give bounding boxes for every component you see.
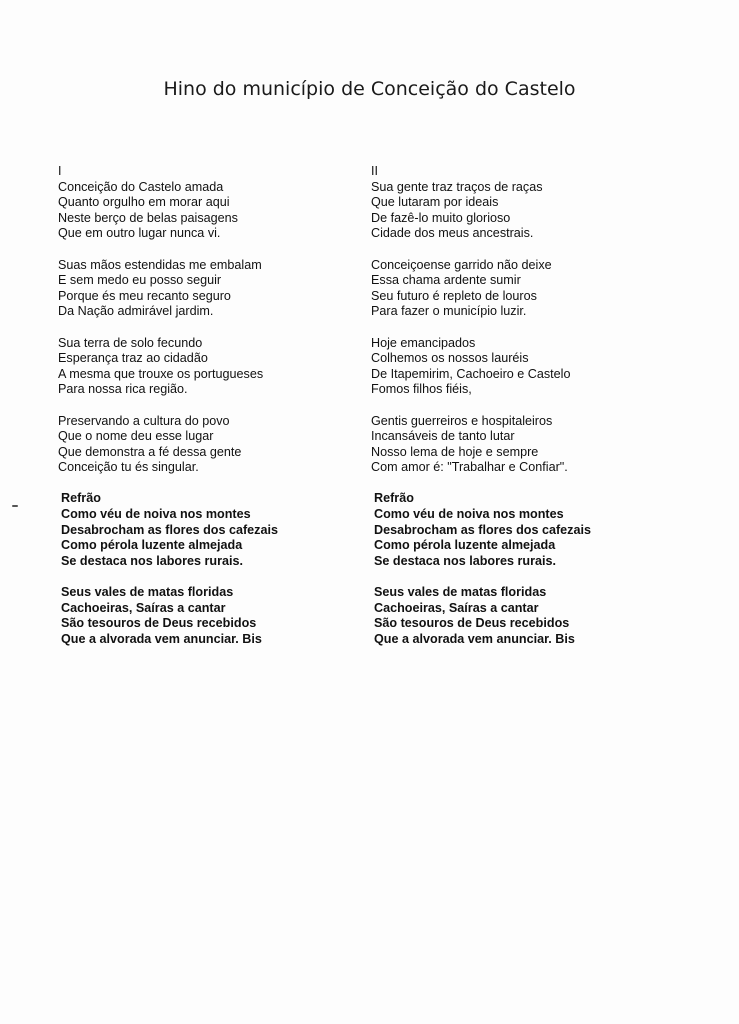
verse-line: Seu futuro é repleto de louros [371, 288, 537, 303]
refrain-verses [61, 507, 378, 647]
verse-line: Conceição do Castelo amada [58, 179, 224, 194]
verse-line: São tesouros de Deus recebidos [61, 616, 257, 631]
verse-line: Conceiçoense garrido não deixe [371, 257, 552, 272]
stanza [374, 507, 691, 569]
stanza [61, 507, 378, 569]
verse-line: Que o nome deu esse lugar [58, 429, 214, 444]
verse-line: Seus vales de matas floridas [61, 585, 234, 600]
right-column [371, 164, 691, 663]
stanza [371, 180, 691, 242]
verse-line: Fomos filhos fiéis, [371, 382, 472, 397]
stanza [371, 414, 691, 476]
verse-line: Cachoeiras, Saíras a cantar [374, 600, 539, 615]
verse-line: Neste berço de belas paisagens [58, 210, 238, 225]
verse-line: Sua terra de solo fecundo [58, 335, 203, 350]
stanza [374, 585, 691, 647]
verse-line: Desabrocham as flores dos cafezais [61, 522, 278, 537]
stanza [61, 585, 378, 647]
verse-line: Suas mãos estendidas me embalam [58, 257, 262, 272]
verses [371, 180, 691, 476]
verse-line: Que lutaram por ideais [371, 195, 499, 210]
refrain-label: Refrão [61, 491, 101, 506]
verse-line: Sua gente traz traços de raças [371, 179, 543, 194]
section-numeral: I [58, 164, 62, 178]
verse-line: E sem medo eu posso seguir [58, 273, 222, 288]
verse-line: Hoje emancipados [371, 335, 476, 350]
verse-line: Que a alvorada vem anunciar. Bis [61, 631, 262, 646]
verse-line: De fazê-lo muito glorioso [371, 210, 511, 225]
verse-line: Da Nação admirável jardim. [58, 304, 214, 319]
refrain-block [374, 491, 691, 647]
verse-line: A mesma que trouxe os portugueses [58, 366, 264, 381]
refrain-block [61, 491, 378, 647]
verse-line: De Itapemirim, Cachoeiro e Castelo [371, 366, 571, 381]
verse-line: Essa chama ardente sumir [371, 273, 521, 288]
verse-line: Se destaca nos labores rurais. [374, 553, 556, 568]
verse-line: Como pérola luzente almejada [374, 538, 556, 553]
verse-line: Como véu de noiva nos montes [374, 507, 564, 522]
section-numeral: II [371, 164, 378, 178]
stanza [58, 414, 378, 476]
verse-line: Para fazer o município luzir. [371, 304, 527, 319]
left-column [58, 164, 378, 663]
verse-line: Que em outro lugar nunca vi. [58, 226, 221, 241]
verse-line: Gentis guerreiros e hospitaleiros [371, 413, 553, 428]
verse-line: Conceição tu és singular. [58, 460, 199, 475]
verse-line: Com amor é: "Trabalhar e Confiar". [371, 460, 568, 475]
stanza [371, 258, 691, 320]
stanza [58, 258, 378, 320]
verse-line: Cachoeiras, Saíras a cantar [61, 600, 226, 615]
verse-line: Seus vales de matas floridas [374, 585, 547, 600]
verse-line: Colhemos os nossos lauréis [371, 351, 529, 366]
verse-line: São tesouros de Deus recebidos [374, 616, 570, 631]
page-title: Hino do município de Conceição do Castelo [163, 78, 576, 100]
verse-line: Quanto orgulho em morar aqui [58, 195, 230, 210]
stanza [58, 180, 378, 242]
stanza [58, 336, 378, 398]
stanza [371, 336, 691, 398]
verse-line: Como pérola luzente almejada [61, 538, 243, 553]
verse-line: Cidade dos meus ancestrais. [371, 226, 534, 241]
verse-line: Porque és meu recanto seguro [58, 288, 231, 303]
verse-line: Se destaca nos labores rurais. [61, 553, 243, 568]
verse-line: Incansáveis de tanto lutar [371, 429, 515, 444]
refrain-label: Refrão [374, 491, 414, 506]
verse-line: Desabrocham as flores dos cafezais [374, 522, 591, 537]
verses [58, 180, 378, 476]
verse-line: Esperança traz ao cidadão [58, 351, 208, 366]
verse-line: Nosso lema de hoje e sempre [371, 444, 539, 459]
verse-line: Preservando a cultura do povo [58, 413, 230, 428]
verse-line: Como véu de noiva nos montes [61, 507, 251, 522]
refrain-verses [374, 507, 691, 647]
scan-speck [12, 505, 18, 507]
verse-line: Que demonstra a fé dessa gente [58, 444, 242, 459]
verse-line: Que a alvorada vem anunciar. Bis [374, 631, 575, 646]
verse-line: Para nossa rica região. [58, 382, 188, 397]
